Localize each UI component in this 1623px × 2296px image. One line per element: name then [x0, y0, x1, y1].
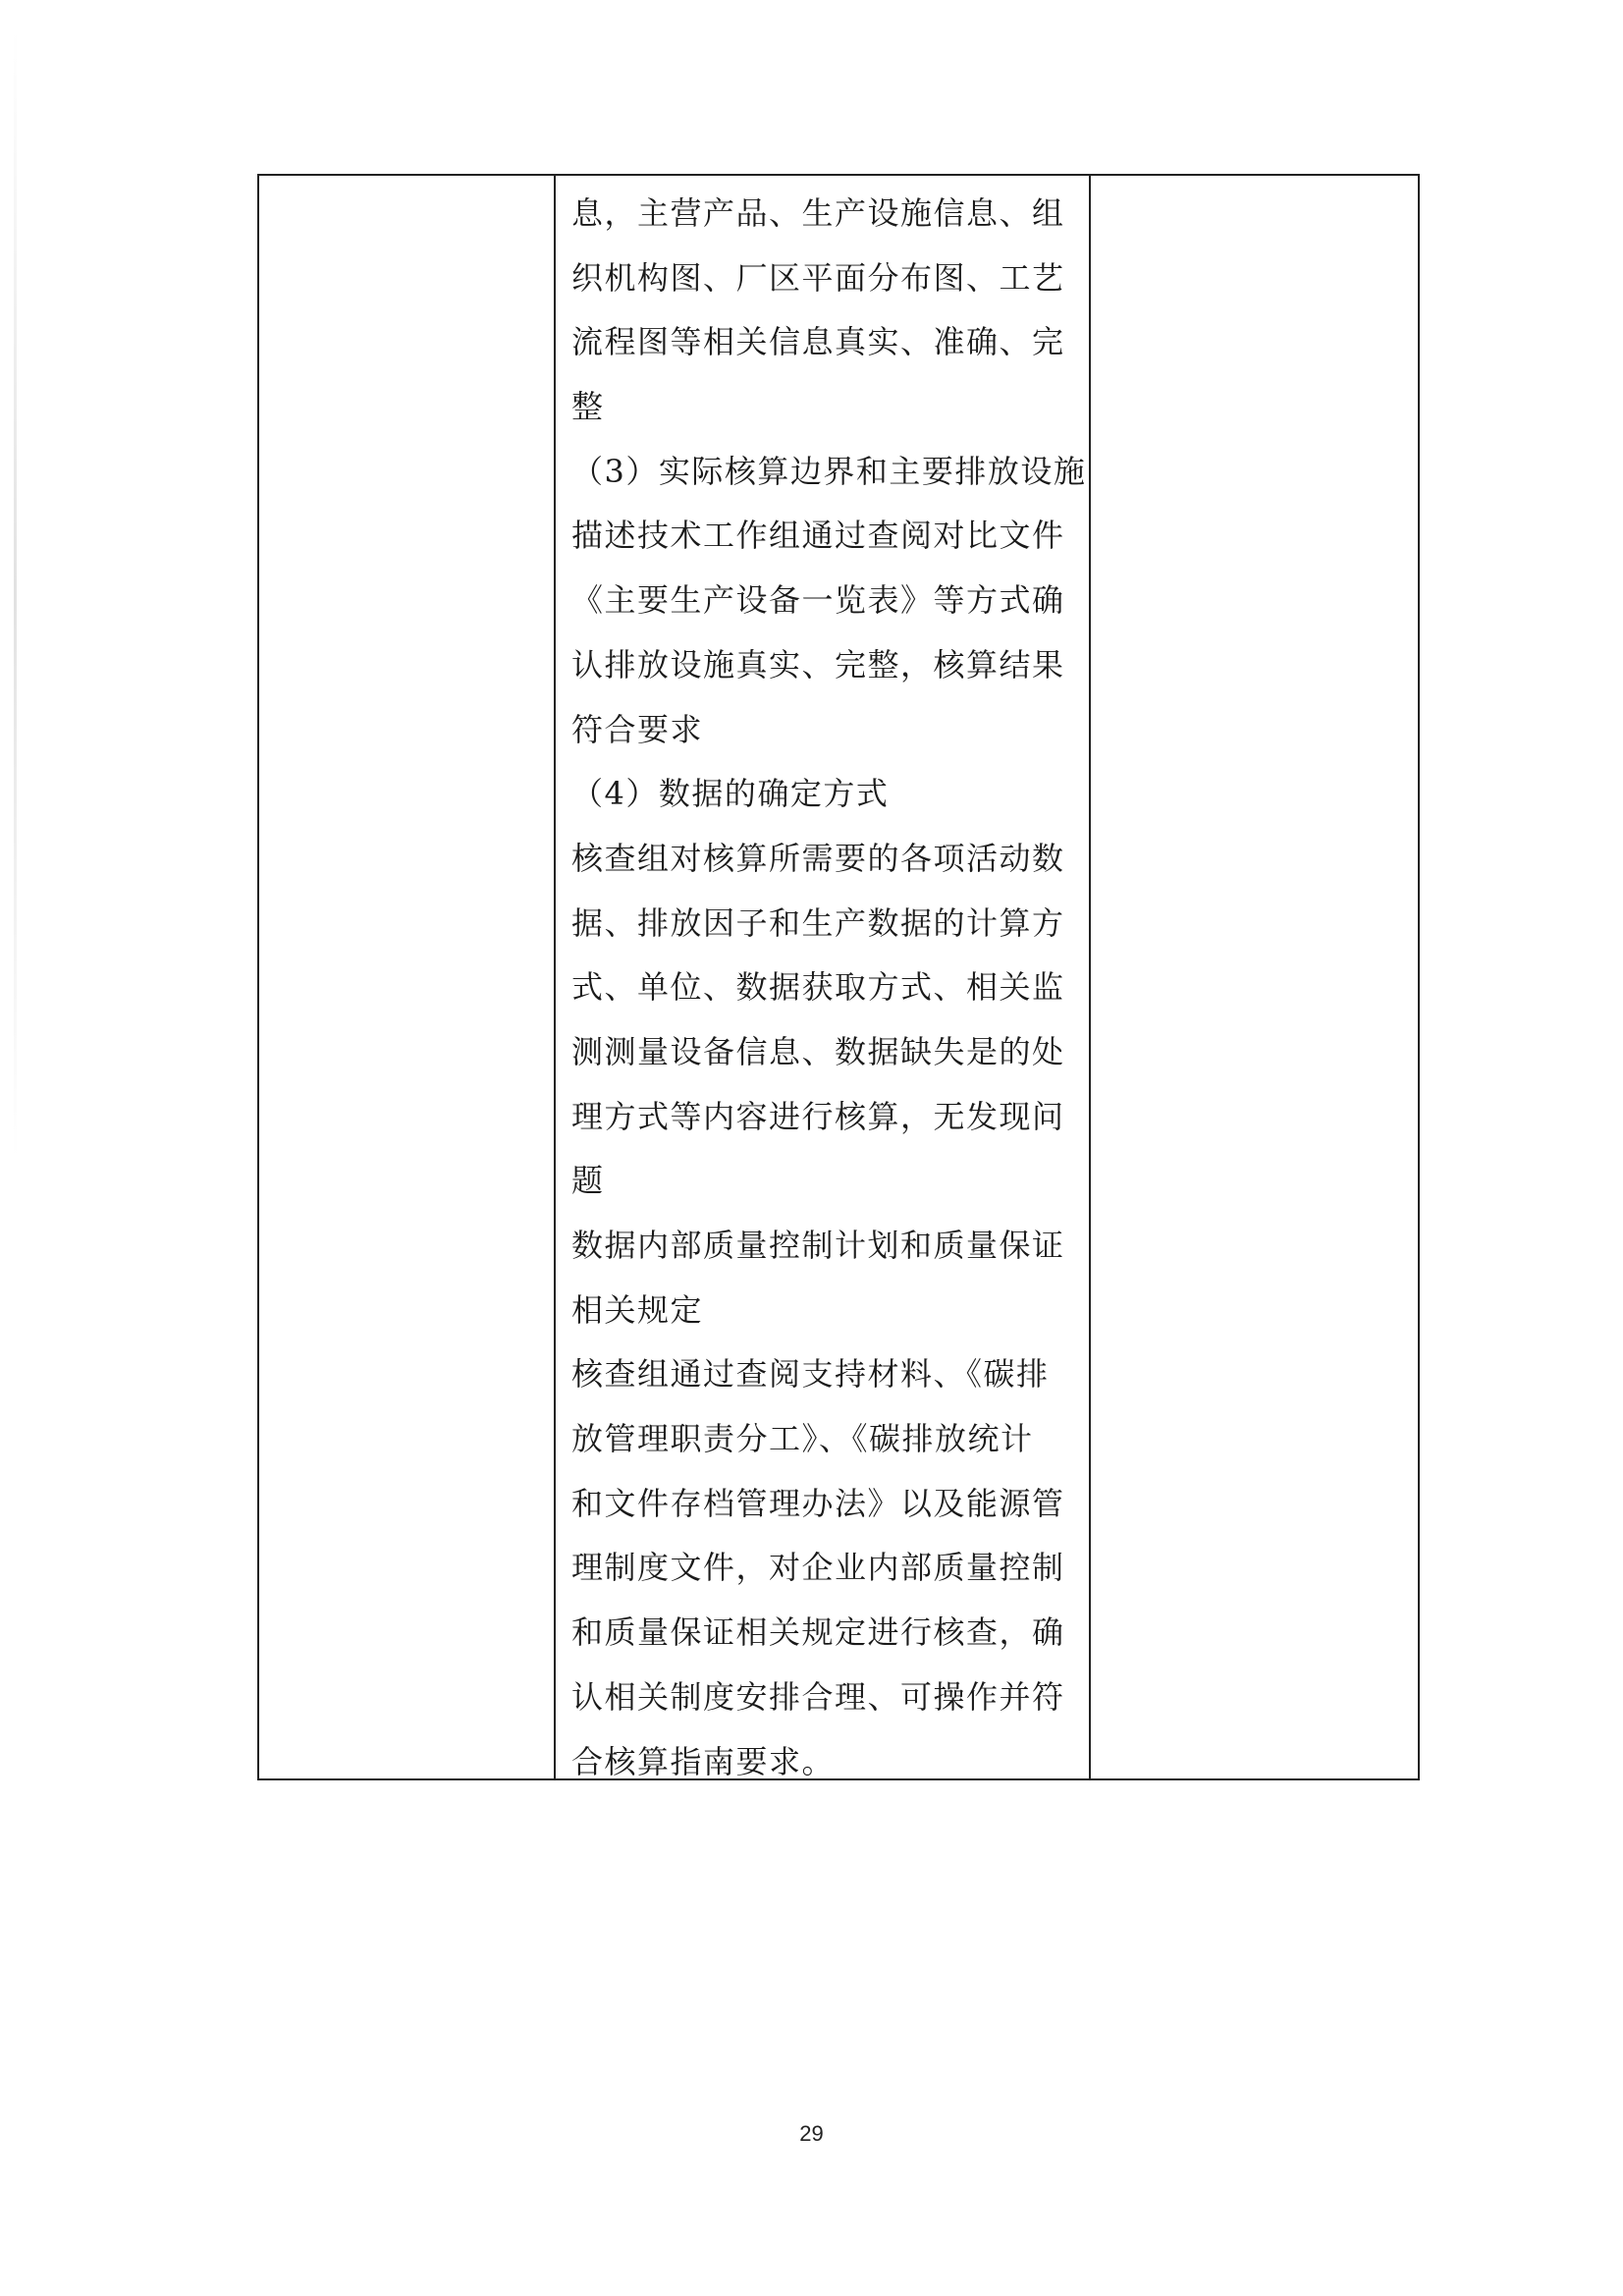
text-line: 整	[571, 388, 605, 426]
text-line: 织机构图、厂区平面分布图、工艺	[571, 258, 1065, 297]
text-line: 符合要求	[571, 710, 704, 748]
text-line: 核查组通过查阅支持材料、《碳排	[571, 1355, 1050, 1394]
text-line: 测测量设备信息、数据缺失是的处	[571, 1032, 1065, 1070]
text-line: 题	[571, 1162, 605, 1200]
text-line: 流程图等相关信息真实、准确、完	[571, 323, 1065, 361]
text-line: 认排放设施真实、完整，核算结果	[571, 645, 1065, 683]
text-line: 式、单位、数据获取方式、相关监	[571, 968, 1065, 1007]
text-line: 和文件存档管理办法》以及能源管	[571, 1484, 1065, 1522]
text-line: 《主要生产设备一览表》等方式确	[571, 581, 1065, 620]
section-heading-data: （4）数据的确定方式	[571, 775, 890, 813]
text-line: 息，主营产品、生产设施信息、组	[571, 194, 1065, 232]
text-line: 认相关制度安排合理、可操作并符	[571, 1677, 1065, 1716]
text-line: 理方式等内容进行核算，无发现问	[571, 1097, 1065, 1135]
scan-edge-shadow	[14, 29, 17, 1159]
verification-table	[257, 174, 1420, 1780]
text-line: 合核算指南要求。	[571, 1742, 836, 1780]
text-line: 理制度文件，对企业内部质量控制	[571, 1549, 1065, 1587]
text-line: 相关规定	[571, 1290, 704, 1329]
page-number: 29	[799, 2121, 824, 2146]
text-line: 据、排放因子和生产数据的计算方	[571, 903, 1065, 942]
section-heading-quality: 数据内部质量控制计划和质量保证	[571, 1227, 1065, 1264]
text-line: 和质量保证相关规定进行核查，确	[571, 1613, 1065, 1652]
column-divider-right	[1089, 176, 1091, 1778]
text-line: 描述技术工作组通过查阅对比文件	[571, 517, 1065, 555]
section-heading-boundary: （3）实际核算边界和主要排放设施	[571, 452, 1087, 490]
text-line: 核查组对核算所需要的各项活动数	[571, 839, 1065, 877]
text-line: 放管理职责分工》、《碳排放统计	[571, 1420, 1034, 1458]
middle-column-cell	[571, 182, 1087, 1794]
column-divider-left	[554, 176, 556, 1778]
